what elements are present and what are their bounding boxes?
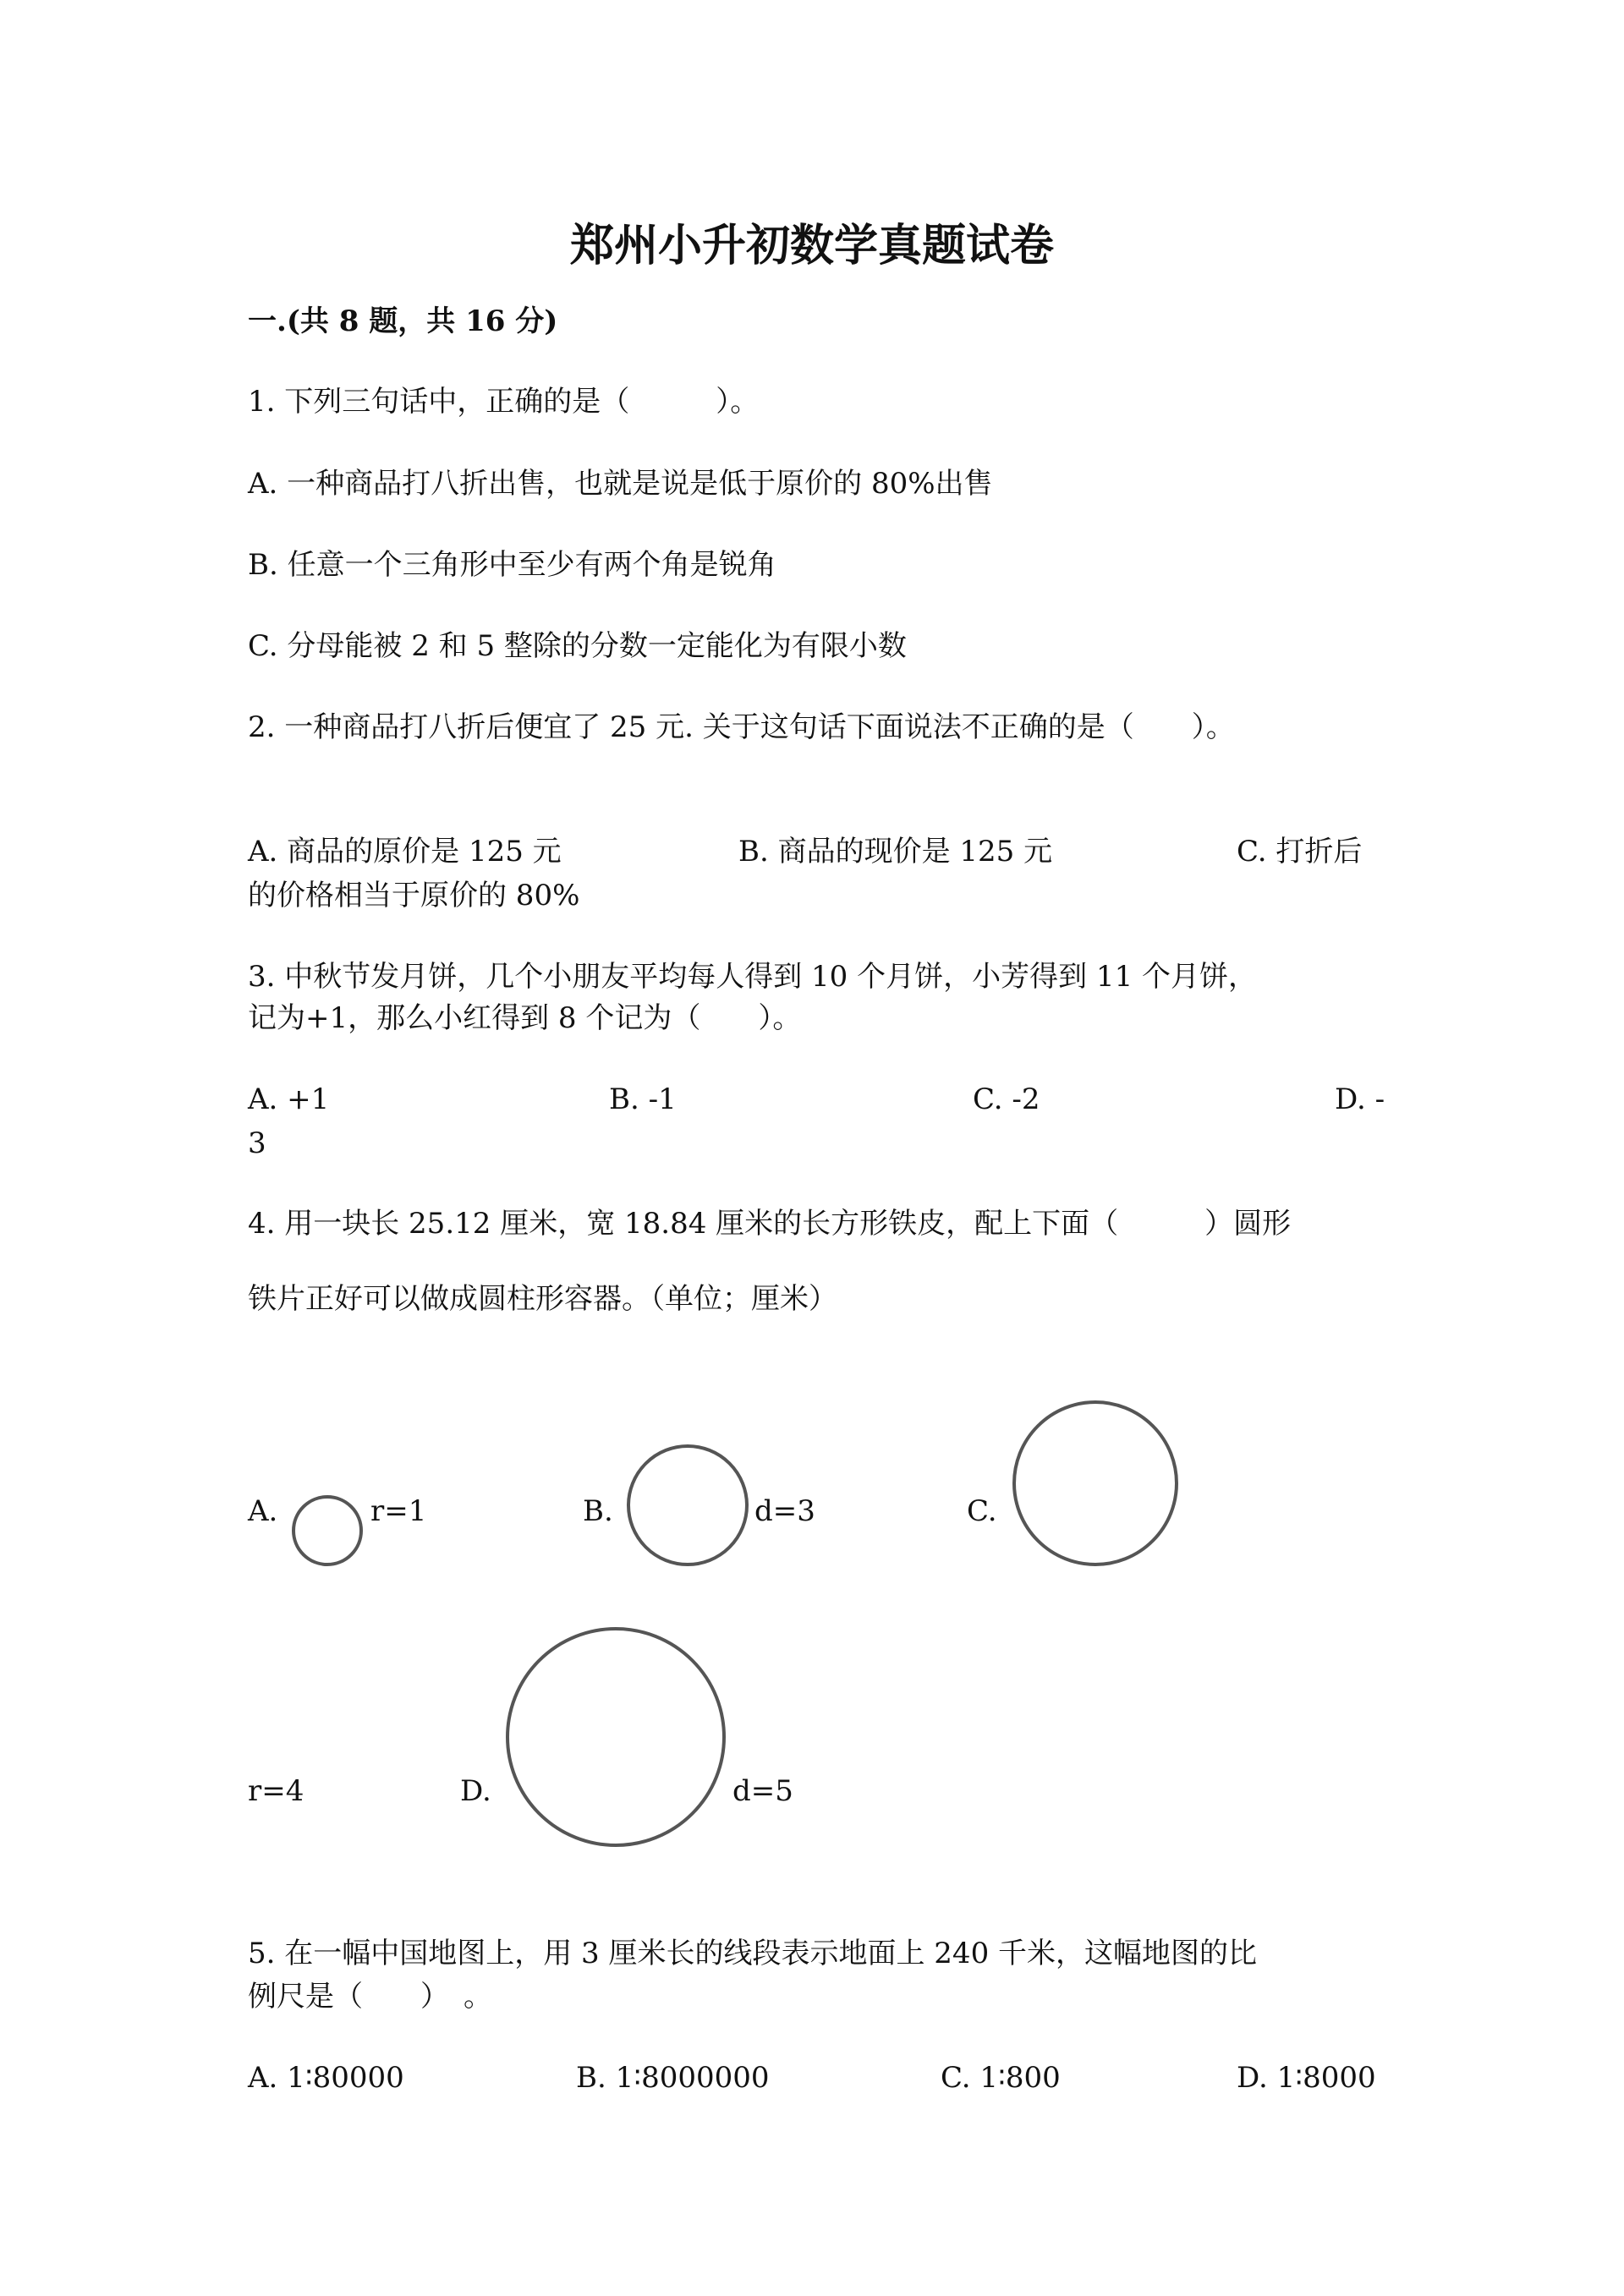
circle-c: [1014, 1402, 1177, 1564]
question-4-label-r4: r=4: [248, 1774, 304, 1808]
question-5-option-c: C. 1∶800: [941, 2061, 1061, 2095]
page-title: 郑州小升初数学真题试卷: [569, 220, 1054, 271]
question-5-option-a: A. 1∶80000: [248, 2061, 404, 2095]
question-5-option-b: B. 1∶8000000: [576, 2061, 770, 2095]
question-4-stem-line2: 铁片正好可以做成圆柱形容器。（单位；厘米）: [248, 1282, 837, 1316]
circle-d: [508, 1629, 724, 1845]
question-2-option-c: C. 打折后: [1237, 835, 1363, 869]
question-1-option-b: B. 任意一个三角形中至少有两个角是锐角: [248, 548, 776, 582]
question-5-option-d: D. 1∶8000: [1237, 2061, 1376, 2095]
question-1-option-c: C. 分母能被 2 和 5 整除的分数一定能化为有限小数: [248, 629, 907, 663]
question-4-label-b: B.: [583, 1494, 613, 1528]
section-heading: 一.(共 8 题，共 16 分): [248, 304, 558, 338]
question-3-stem-line1: 3. 中秋节发月饼，几个小朋友平均每人得到 10 个月饼，小芳得到 11 个月饼，: [248, 960, 1258, 994]
question-4-stem-line1: 4. 用一块长 25.12 厘米，宽 18.84 厘米的长方形铁皮，配上下面（ ）圆形: [248, 1207, 1292, 1241]
question-4-label-c: C.: [967, 1494, 997, 1528]
question-5-stem-line2: 例尺是（ ） 。: [248, 1980, 492, 2014]
question-3-option-b: B. -1: [609, 1082, 677, 1116]
circle-b: [628, 1446, 747, 1564]
question-3-option-d: D. -: [1335, 1082, 1385, 1116]
question-4-label-d: D.: [460, 1774, 491, 1808]
circle-a: [294, 1497, 361, 1564]
question-2-option-c-cont: 的价格相当于原价的 80%: [248, 879, 580, 912]
question-2-option-b: B. 商品的现价是 125 元: [738, 835, 1053, 869]
question-3-option-c: C. -2: [973, 1082, 1040, 1116]
question-4-label-r1: r=1: [370, 1494, 427, 1528]
question-3-stem-line2: 记为+1，那么小红得到 8 个记为（ ）。: [248, 1001, 802, 1035]
question-4-label-a: A.: [248, 1494, 278, 1528]
question-1-option-a: A. 一种商品打八折出售，也就是说是低于原价的 80%出售: [248, 467, 993, 501]
question-3-option-d-cont: 3: [248, 1126, 266, 1160]
question-2-option-a: A. 商品的原价是 125 元: [248, 835, 562, 869]
question-3-option-a: A. +1: [248, 1082, 330, 1116]
question-2-stem: 2. 一种商品打八折后便宜了 25 元. 关于这句话下面说法不正确的是（ ）。: [248, 710, 1235, 744]
question-1-stem: 1. 下列三句话中，正确的是（ ）。: [248, 385, 760, 419]
question-5-stem-line1: 5. 在一幅中国地图上，用 3 厘米长的线段表示地面上 240 千米，这幅地图的比: [248, 1937, 1258, 1970]
question-4-label-d5: d=5: [732, 1774, 793, 1808]
question-4-label-d3: d=3: [754, 1494, 815, 1528]
